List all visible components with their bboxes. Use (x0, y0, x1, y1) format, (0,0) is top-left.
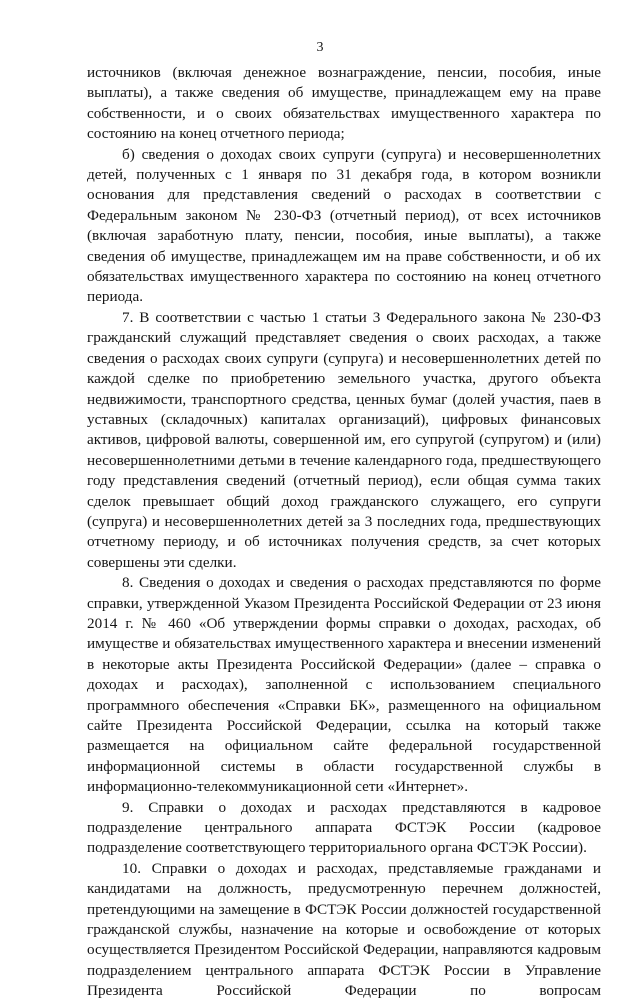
page-number: 3 (316, 40, 324, 55)
paragraph-item-8: 8. Сведения о доходах и сведения о расходах представляются по форме справки, утвержденной Указом Президента Российской Федерации от 23 июня 2014 г. № 460 «Об утверждении формы справки о доходах, расходах, об имуществе и обязательствах имущественного характера и внесении изменений в некоторые акты Президента Российской Федерации» (далее – справка о доходах и расходах), заполненной с использованием специального программного обеспечения «Справки БК», размещенного на официальном сайте Президента Российской Федерации, ссылка на который также размещается на официальном сайте федеральной государственной информационной системы в области государственной службы в информационно-телекоммуникационной сети «Интернет». (87, 574, 601, 796)
paragraph-item-7: 7. В соответствии с частью 1 статьи 3 Федерального закона № 230-ФЗ гражданский служащий представляет сведения о своих расходах, а также сведения о расходах своих супруги (супруга) и несовершеннолетних детей по каждой сделке по приобретению земельного участка, другого объекта недвижимости, транспортного средства, ценных бумаг (долей участия, паев в уставных (складочных) капиталах организаций), цифровых финансовых активов, цифровой валюты, совершенной им, его супругой (супругом) и (или) несовершеннолетними детьми в течение календарного года, предшествующего году представления сведений (отчетный период), если общая сумма таких сделок превышает общий доход гражданского служащего, его супруги (супруга) и несовершеннолетних детей за 3 последних года, предшествующих отчетному периоду, и об источниках получения средств, за счет которых совершены эти сделки. (87, 308, 601, 571)
document-body (87, 63, 601, 1002)
paragraph-item-9: 9. Справки о доходах и расходах представляются в кадровое подразделение центрального аппарата ФСТЭК России (кадровое подразделение соответствующего территориального органа ФСТЭК России). (87, 798, 601, 857)
paragraph-continuation: источников (включая денежное вознаграждение, пенсии, пособия, иные выплаты), а также сведения об имуществе, принадлежащем ему на праве собственности, и о своих обязательствах имущественного характера по состоянию на конец отчетного периода; (87, 64, 601, 143)
paragraph-item-10: 10. Справки о доходах и расходах, представляемые гражданами и кандидатами на должность, предусмотренную перечнем должностей, претендующими на замещение в ФСТЭК России должностей государственной гражданской службы, назначение на которые и освобождение от которых осуществляется Президентом Российской Федерации, направляются кадровым подразделением центрального аппарата ФСТЭК России в Управление Президента Российской Федерации по вопросам (87, 859, 601, 1000)
paragraph-subitem-b: б) сведения о доходах своих супруги (супруга) и несовершеннолетних детей, полученных с 1 января по 31 декабря года, в котором возникли основания для представления сведений о расходах в соответствии с Федеральным законом № 230-ФЗ (отчетный период), от всех источников (включая заработную плату, пенсии, пособия, иные выплаты), а также сведения об имуществе, принадлежащем им на праве собственности, и об их обязательствах имущественного характера по состоянию на конец отчетного периода. (87, 145, 601, 306)
